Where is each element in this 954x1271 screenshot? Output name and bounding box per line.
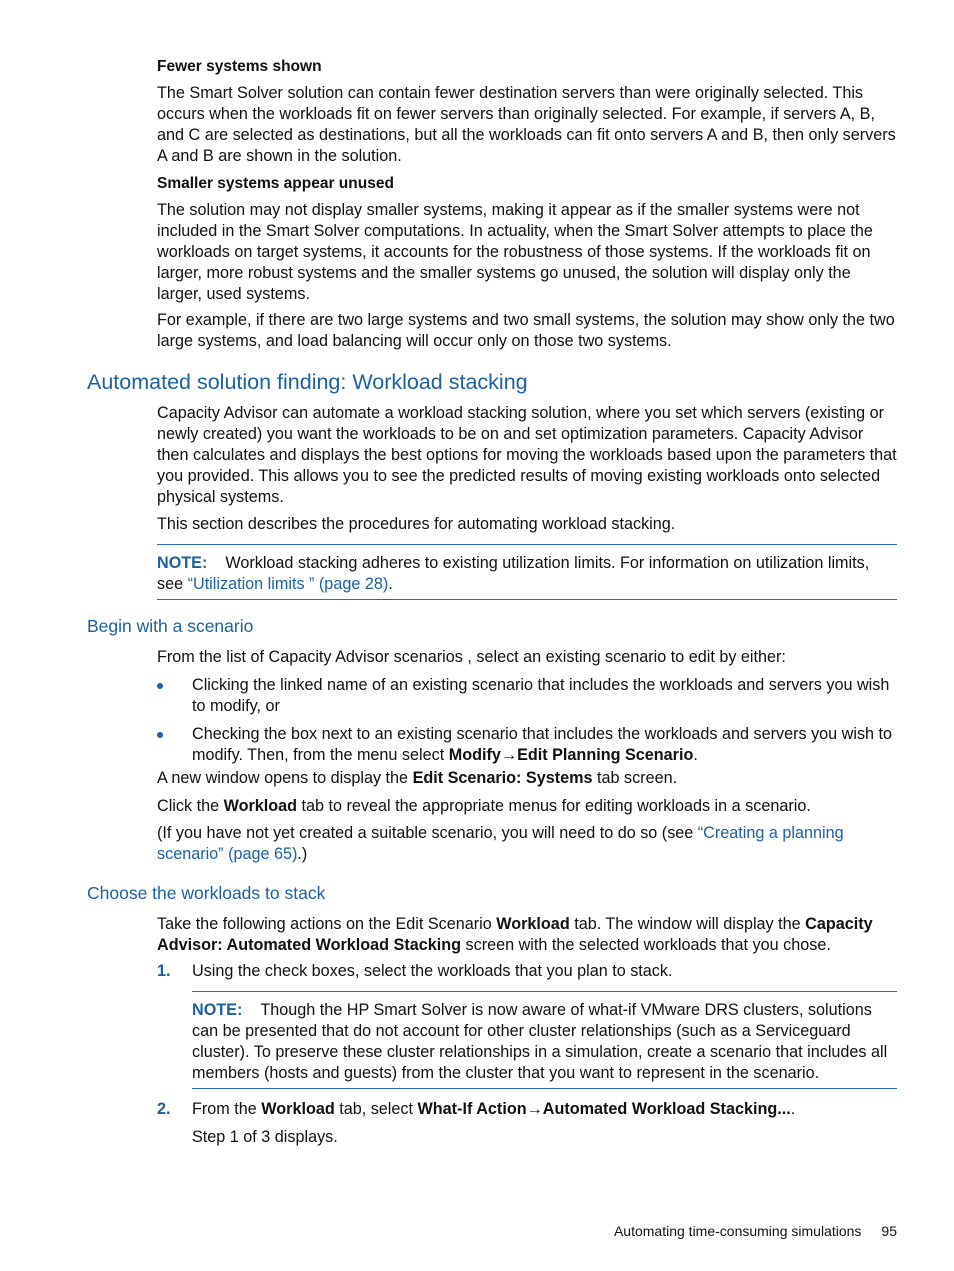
note-text: Though the HP Smart Solver is now aware of what-if VMware DRS clusters, solutions can be presented that do not account for other cluster relationships (such as a Serviceguard cluster). To preserve these cluster relationships in a simulation, create a scenario that includes all members (hosts and guests) from the cluster that you want to represent in the scenario. [192, 1001, 888, 1082]
page-number: 95 [881, 1223, 897, 1239]
page-footer [500, 1222, 897, 1240]
section-paragraph-1: Capacity Advisor can automate a workload stacking solution, where you set which servers (existing or newly created) you want the workloads to be on and set optimization parameters. Capacity Advisor then calculates and displays the best options for moving the workloads based upon the parameters that you provided. This allows you to see the predicted results of moving existing workloads onto selected physical systems. [157, 404, 897, 506]
smaller-systems-heading: Smaller systems appear unused [157, 175, 394, 192]
list-item [157, 961, 897, 983]
choose-intro: Take the following actions on the Edit Scenario Workload tab. The window will display the Capacity Advisor: Automated Workload Stacking screen with the selected workloads that you chose. [157, 915, 873, 954]
click-workload-paragraph: Click the Workload tab to reveal the appropriate menus for editing workloads in a scenario. [157, 797, 811, 815]
list-item [157, 675, 897, 719]
note-label: NOTE: [157, 554, 208, 572]
menu-automated-workload-stacking: Automated Workload Stacking... [542, 1100, 791, 1118]
window-opens-paragraph: A new window opens to display the Edit Scenario: Systems tab screen. [157, 769, 678, 787]
footer-title: Automating time-consuming simulations [613, 1223, 862, 1239]
bullet-text-1: Clicking the linked name of an existing scenario that includes the workloads and servers you wish to modify, or [192, 676, 890, 715]
note-end: . [388, 575, 393, 593]
step-follow-text: Step 1 of 3 displays. [192, 1128, 338, 1146]
if-not-created-paragraph: (If you have not yet created a suitable scenario, you will need to do so (see “Creating a planning scenario” (page 65).) [157, 824, 844, 863]
bullet-icon [157, 732, 163, 738]
section-paragraph-2: This section describes the procedures for automating workload stacking. [157, 515, 676, 533]
step-text-1: Using the check boxes, select the workloads that you plan to stack. [192, 962, 673, 980]
fewer-systems-paragraph: The Smart Solver solution can contain fewer destination servers than were originally selected. This occurs when the workloads fit on fewer servers than originally selected. For example, if servers A, B, and C are selected as destinations, but all the workloads can fit onto servers A and B, then only servers A and B are shown in the solution. [157, 84, 896, 165]
step-number-1: 1. [157, 962, 171, 980]
note-box-cluster [192, 991, 897, 1089]
step-number-2: 2. [157, 1100, 171, 1118]
note-text: Workload stacking adheres to existing utilization limits. For information on utilization limits, see [157, 554, 870, 593]
fewer-systems-heading: Fewer systems shown [157, 58, 322, 75]
list-item [157, 724, 897, 768]
bullet-icon [157, 683, 163, 689]
begin-intro: From the list of Capacity Advisor scenarios , select an existing scenario to edit by either: [157, 648, 786, 666]
note-label: NOTE: [192, 1001, 243, 1019]
begin-scenario-heading: Begin with a scenario [87, 616, 254, 636]
bullet-text-2: Checking the box next to an existing scenario that includes the workloads and servers you wish to modify. Then, from the menu select Modify→Edit Planning Scenario. [192, 725, 893, 764]
creating-planning-scenario-link[interactable]: “Creating a planning scenario” (page 65) [157, 824, 844, 863]
smaller-systems-paragraph: The solution may not display smaller systems, making it appear as if the smaller systems were not included in the Smart Solver computations. In actuality, when the Smart Solver attempts to place the workloads on target systems, it accounts for the robustness of those systems. If the workloads fit on larger, more robust systems and the smaller systems go unused, the solution will display only the larger, used systems. [157, 201, 873, 303]
choose-workloads-heading: Choose the workloads to stack [87, 883, 326, 903]
note-box-workload-stacking [157, 544, 897, 600]
example-paragraph: For example, if there are two large systems and two small systems, the solution may show only the two large systems, and load balancing will occur only on those two systems. [157, 311, 895, 350]
section-title: Automated solution finding: Workload stacking [87, 370, 528, 394]
utilization-limits-link[interactable]: “Utilization limits ” (page 28) [187, 575, 389, 593]
list-item [157, 1099, 897, 1121]
menu-modify: Modify [448, 746, 501, 764]
menu-edit-planning-scenario: Edit Planning Scenario [517, 746, 694, 764]
step-text-2: From the Workload tab, select What-If Action→Automated Workload Stacking.... [192, 1100, 796, 1118]
menu-what-if-action: What-If Action [417, 1100, 527, 1118]
